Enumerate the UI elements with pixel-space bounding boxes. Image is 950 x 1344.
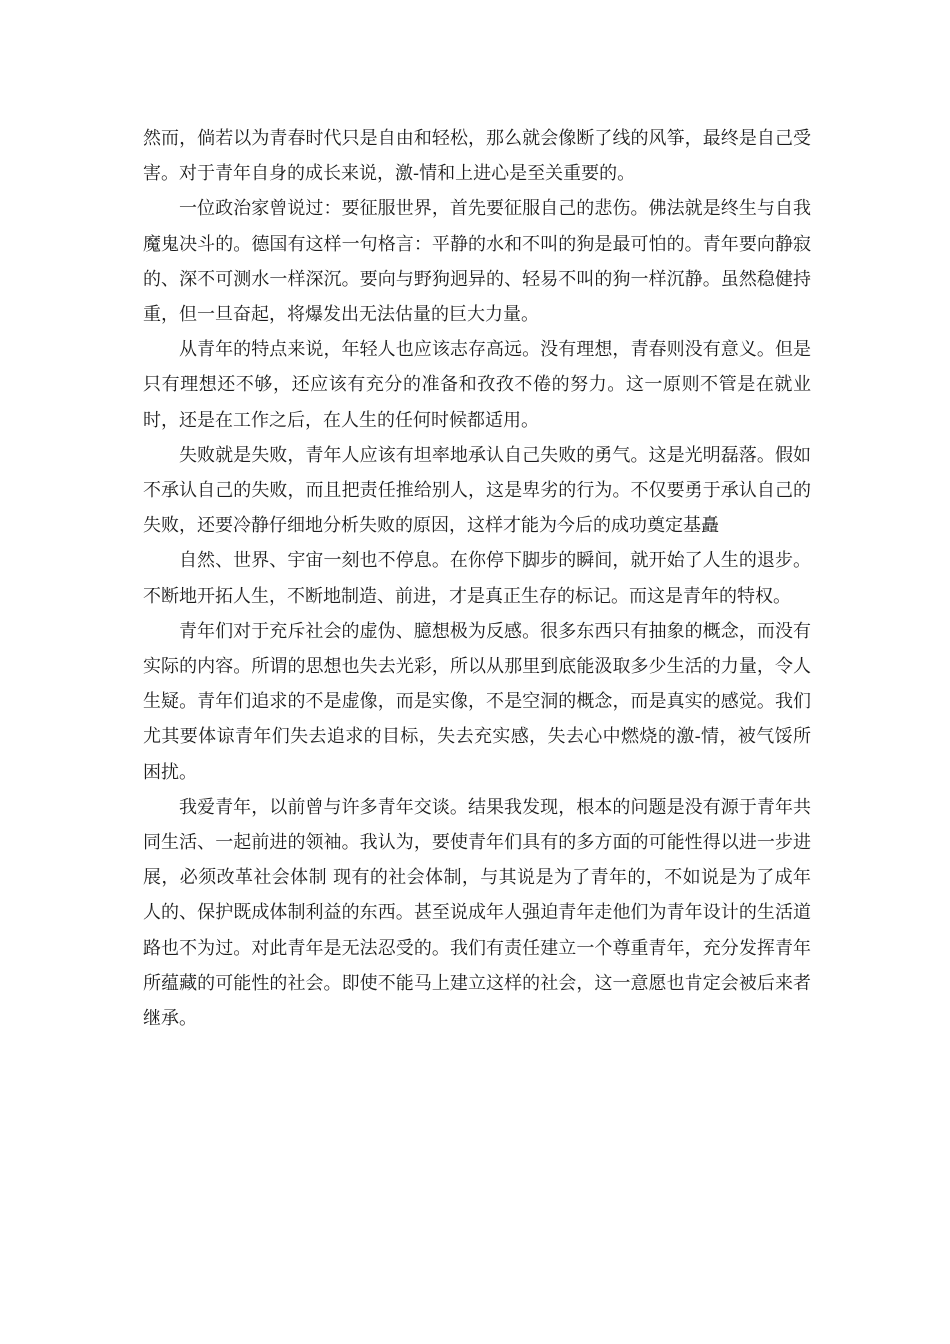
paragraph-7: 我爱青年，以前曾与许多青年交谈。结果我发现，根本的问题是没有源于青年共同生活、一起前进的领袖。我认为，要使青年们具有的多方面的可能性得以进一步进展，必须改革社会体制 现有的社会体制，与其说是为了青年的，不如说是为了成年人的、保护既成体制利益的东西。甚至说成年人强迫青年走他们为青年设计的生活道路也不为过。对此青年是无法忍受的。我们有责任建立一个尊重青年，充分发挥青年所蕴藏的可能性的社会。即使不能马上建立这样的社会，这一意愿也肯定会被后来者继承。 <box>143 796 811 1030</box>
paragraph-5: 自然、世界、宇宙一刻也不停息。在你停下脚步的瞬间，就开始了人生的退步。不断地开拓人生，不断地制造、前进，才是真正生存的标记。而这是青年的特权。 <box>143 550 811 607</box>
document-body <box>143 121 811 1036</box>
paragraph-4: 失败就是失败，青年人应该有坦率地承认自己失败的勇气。这是光明磊落。假如不承认自己的失败，而且把责任推给别人，这是卑劣的行为。不仅要勇于承认自己的失败，还要冷静仔细地分析失败的原因，这样才能为今后的成功奠定基矗 <box>143 444 811 537</box>
paragraph-6: 青年们对于充斥社会的虚伪、臆想极为反感。很多东西只有抽象的概念，而没有实际的内容。所谓的思想也失去光彩，所以从那里到底能汲取多少生活的力量，令人生疑。青年们追求的不是虚像，而是实像，不是空洞的概念，而是真实的感觉。我们尤其要体谅青年们失去追求的目标，失去充实感，失去心中燃烧的激-情，被气馁所困扰。 <box>143 620 811 783</box>
paragraph-3: 从青年的特点来说，年轻人也应该志存高远。没有理想，青春则没有意义。但是只有理想还不够，还应该有充分的准备和孜孜不倦的努力。这一原则不管是在就业时，还是在工作之后，在人生的任何时候都适用。 <box>143 339 811 431</box>
paragraph-1: 然而，倘若以为青春时代只是自由和轻松，那么就会像断了线的风筝，最终是自己受害。对于青年自身的成长来说，激-情和上进心是至关重要的。 <box>143 128 811 185</box>
paragraph-2: 一位政治家曾说过：要征服世界，首先要征服自己的悲伤。佛法就是终生与自我魔鬼决斗的。德国有这样一句格言：平静的水和不叫的狗是最可怕的。青年要向静寂的、深不可测水一样深沉。要向与野狗迥异的、轻易不叫的狗一样沉静。虽然稳健持重，但一旦奋起，将爆发出无法估量的巨大力量。 <box>143 198 811 326</box>
